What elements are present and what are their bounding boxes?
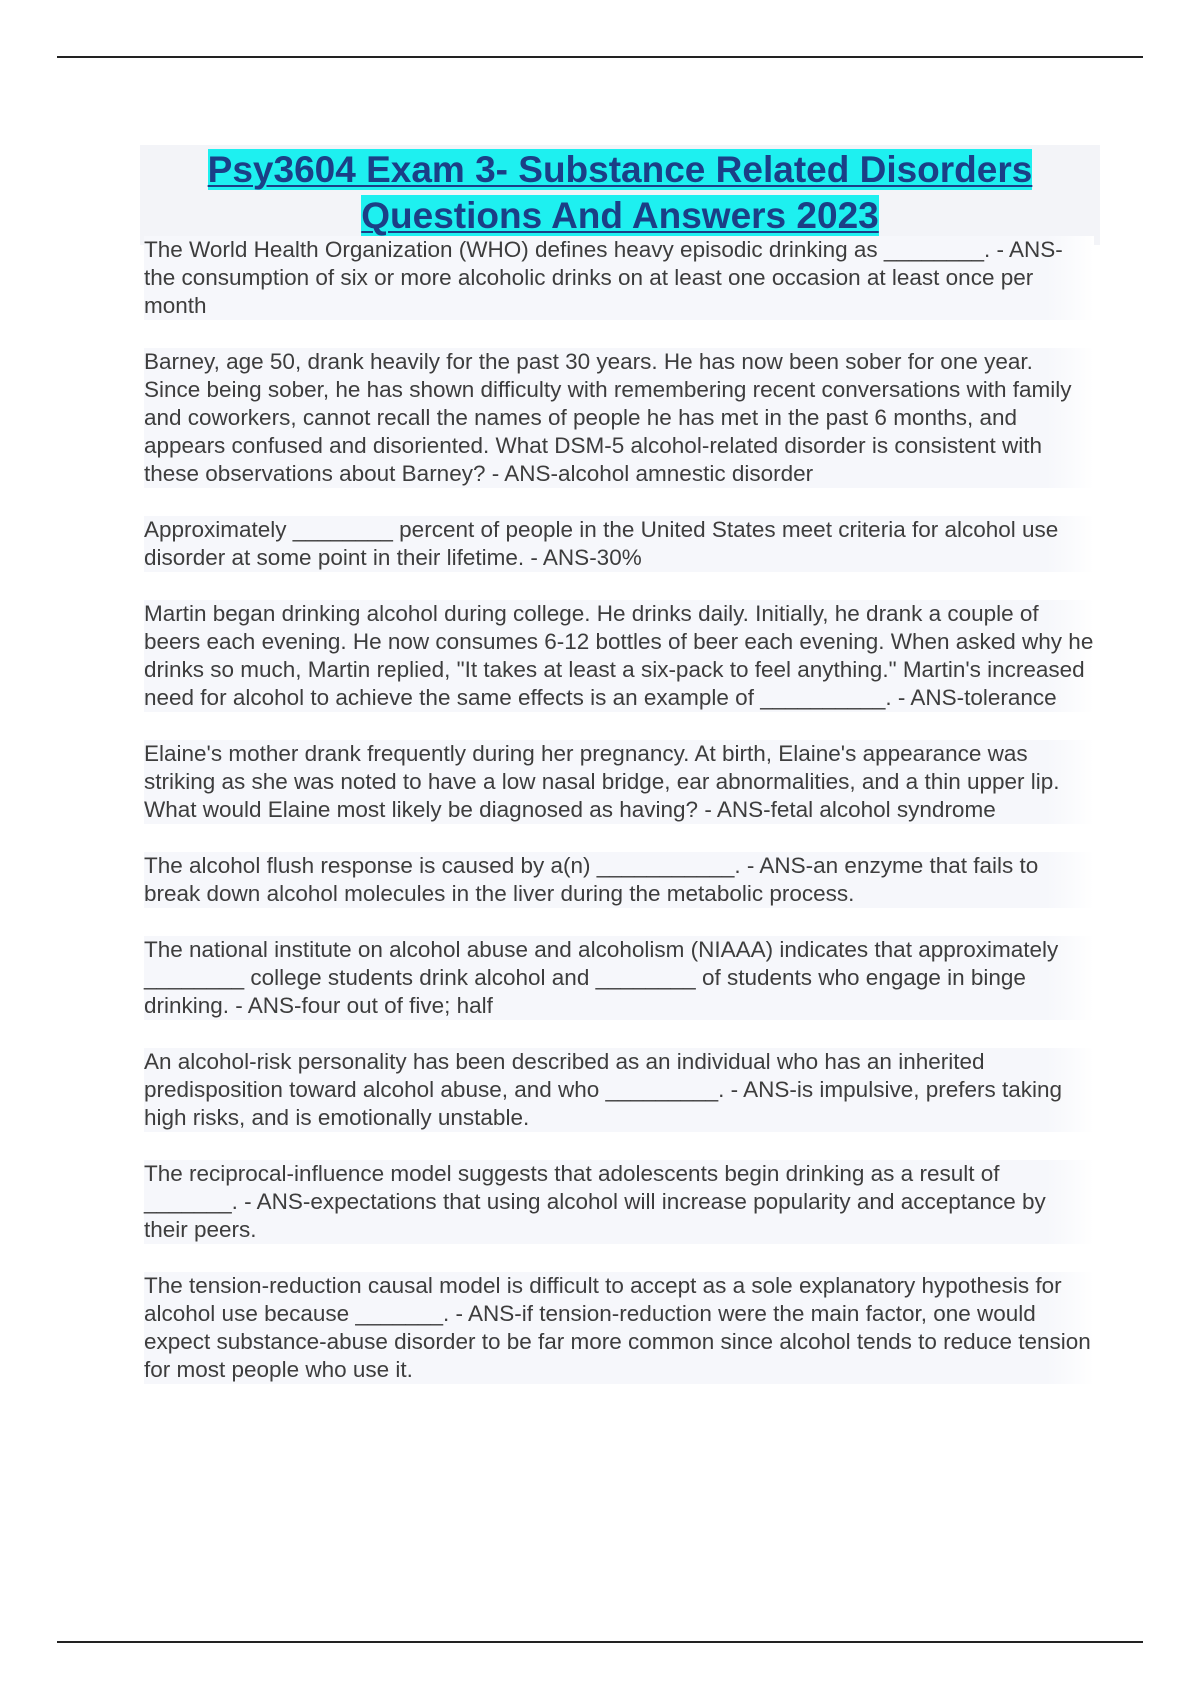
document-title [140,145,1100,245]
qa-item-2: Barney, age 50, drank heavily for the past 30 years. He has now been sober for one year. Since being sober, he has shown difficulty with remembering recent conversations with family and coworkers, cannot recall the names of people he has met in the past 6 months, and appears confused and disoriented. What DSM-5 alcohol-related disorder is consistent with these observations about Barney? - ANS-alcohol amnestic disorder [144,348,1094,488]
qa-item-8: An alcohol-risk personality has been described as an individual who has an inherited predisposition toward alcohol abuse, and who _________. - ANS-is impulsive, prefers taking high risks, and is emotionally unstable. [144,1048,1094,1132]
qa-item-10: The tension-reduction causal model is difficult to accept as a sole explanatory hypothesis for alcohol use because _______. - ANS-if tension-reduction were the main factor, one would expect substance-abuse disorder to be far more common since alcohol tends to reduce tension for most people who use it. [144,1272,1094,1384]
qa-item-9: The reciprocal-influence model suggests that adolescents begin drinking as a result of _______. - ANS-expectations that using alcohol will increase popularity and acceptance by their peers. [144,1160,1094,1244]
qa-item-1: The World Health Organization (WHO) defines heavy episodic drinking as ________. - ANS-the consumption of six or more alcoholic drinks on at least one occasion at least once per month [144,236,1094,320]
qa-item-6: The alcohol flush response is caused by a(n) ___________. - ANS-an enzyme that fails to break down alcohol molecules in the liver during the metabolic process. [144,852,1094,908]
qa-item-4: Martin began drinking alcohol during college. He drinks daily. Initially, he drank a couple of beers each evening. He now consumes 6-12 bottles of beer each evening. When asked why he drinks so much, Martin replied, "It takes at least a six-pack to feel anything." Martin's increased need for alcohol to achieve the same effects is an example of __________. - ANS-tolerance [144,601,1094,710]
bottom-rule [57,1641,1143,1643]
question-answer-list [144,236,1094,1412]
title-line-1: Psy3604 Exam 3- Substance Related Disorders [207,149,1033,190]
top-rule [57,56,1143,58]
qa-item-5: Elaine's mother drank frequently during her pregnancy. At birth, Elaine's appearance was striking as she was noted to have a low nasal bridge, ear abnormalities, and a thin upper lip. What would Elaine most likely be diagnosed as having? - ANS-fetal alcohol syndrome [144,740,1094,824]
qa-item-3: Approximately ________ percent of people in the United States meet criteria for alcohol use disorder at some point in their lifetime. - ANS-30% [144,516,1094,572]
title-line-2: Questions And Answers 2023 [361,195,879,236]
qa-item-7: The national institute on alcohol abuse and alcoholism (NIAAA) indicates that approximately ________ college students drink alcohol and ________ of students who engage in binge drinking. - ANS-four out of five; half [144,936,1094,1020]
